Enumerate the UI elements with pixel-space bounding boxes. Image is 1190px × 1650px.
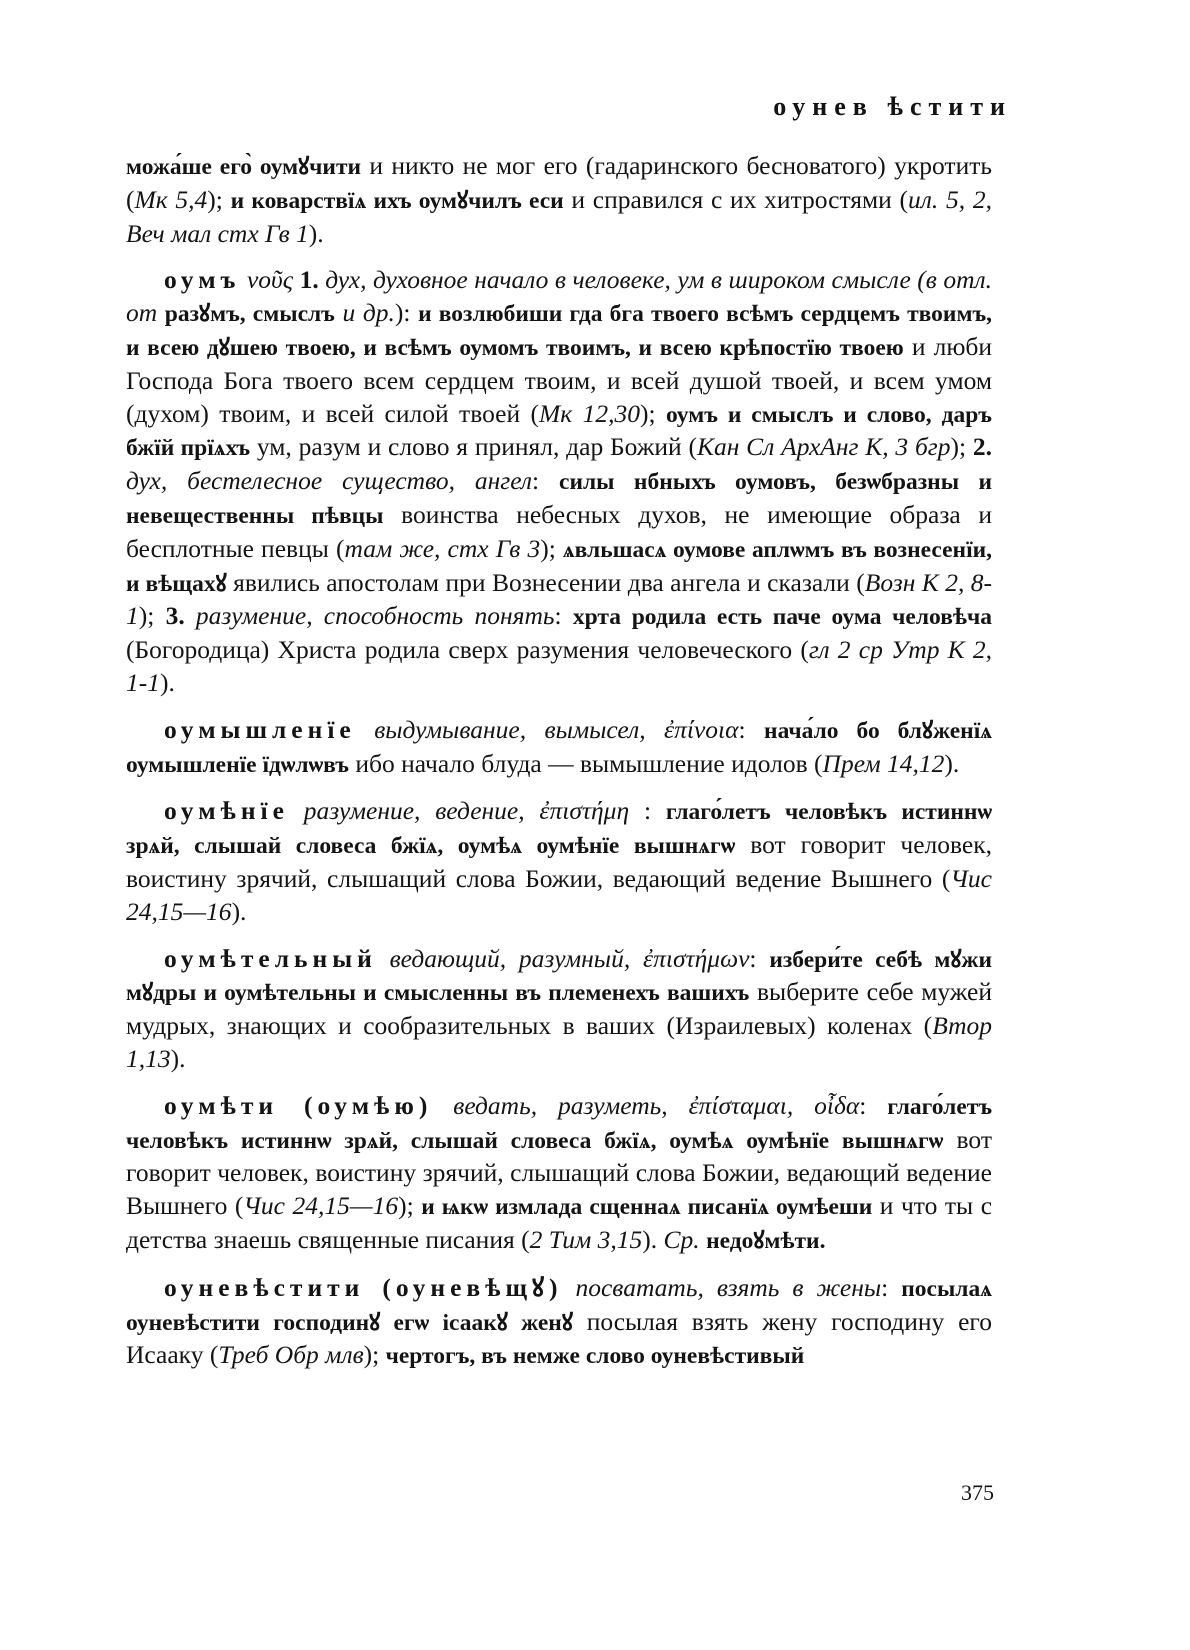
gloss-text: (Богородица) Христа родила сверх разумения человеческого (	[126, 635, 809, 665]
italic-text: Мк 5,4	[134, 184, 208, 214]
italic-text: там же, стх Гв 3	[344, 533, 541, 563]
italic-text: ведать, разуметь,	[453, 1090, 668, 1120]
italic-text: ил. 5, 2, Веч мал стх Гв 1	[126, 184, 992, 248]
italic-text: Мк 12,30	[539, 398, 640, 428]
gloss-text	[335, 298, 343, 327]
gloss-text: :	[881, 1272, 902, 1302]
gloss-text: вот говорит человек, воистину зрячий, слышащий слова Божии, ведающий ведение Вышнего (	[126, 1124, 992, 1221]
church-slavonic-quote: недоꙋмѣти.	[706, 1227, 826, 1254]
gloss-text: :	[554, 601, 573, 631]
headword: оумышленїе	[164, 714, 356, 744]
gloss-text	[289, 796, 304, 825]
italic-text: Возн К 2, 8-1	[126, 567, 993, 631]
gloss-text: );	[207, 184, 231, 214]
gloss-text: ум, разум и слово я принял, дар Божий (	[250, 432, 698, 462]
church-slavonic-quote: можа́ше его̀ оумꙋчити	[126, 154, 362, 180]
gloss-text: :	[738, 714, 765, 744]
sense-number: 3.	[165, 601, 185, 631]
gloss-text	[377, 944, 390, 973]
dictionary-entry-oum	[126, 264, 992, 699]
gloss-text	[630, 944, 643, 973]
gloss-text: );	[950, 432, 973, 462]
gloss-text	[562, 1273, 575, 1302]
italic-text: выдумывание, вымысел,	[374, 714, 646, 744]
gloss-text: ибо начало блуда — вымышление идолов (	[348, 748, 823, 778]
church-slavonic-quote: хрта родила есть паче оума человѣча	[572, 604, 993, 631]
gloss-text: явились апостолам при Вознесении два ангела и сказали (	[226, 567, 865, 597]
italic-text: разумение, способность понять	[195, 601, 555, 631]
church-slavonic-quote: и возлюбиши гда бга твоего всѣмъ сердцемъ твоимъ, и всею дꙋшею твоею, и всѣмъ оумомъ твоимъ, и всею крѣпостїю твоею	[126, 301, 993, 361]
church-slavonic-quote: оумъ и смыслъ и слово, даръ бжїй прїѧхъ	[126, 401, 992, 462]
church-slavonic-quote: разꙋмъ, смыслъ	[164, 301, 335, 328]
gloss-text	[646, 715, 664, 744]
running-head: оунев ѣстити	[773, 92, 1012, 121]
gloss-text	[432, 1091, 453, 1120]
dictionary-entry-oumyshlenie	[126, 714, 992, 782]
gloss-text: :	[532, 466, 560, 496]
dictionary-entry-oumetelnyi	[126, 943, 992, 1076]
italic-text: Кан Сл АрхАнг К, 3 бгр	[697, 432, 951, 462]
gloss-text: :	[859, 1090, 888, 1120]
gloss-text: воинства небесных духов, не имеющие образа и бесплотные певцы (	[126, 499, 992, 563]
headword: оумъ	[164, 265, 241, 295]
gloss-text: );	[540, 533, 563, 563]
gloss-text: посылая взять жену господину его Исааку (	[126, 1306, 992, 1370]
italic-text: Втор 1,13	[126, 1011, 992, 1073]
dictionary-entry-oumeti	[126, 1090, 992, 1258]
gloss-text: );	[363, 1340, 386, 1370]
gloss-text: :	[749, 943, 770, 973]
church-slavonic-quote: силы нбныхъ оумовъ, безѡбразны и невещественны пѣвцы	[126, 469, 992, 529]
greek-equivalent: ἐπίνοια	[664, 714, 739, 744]
greek-equivalent: ἐπιστήμη	[539, 796, 630, 826]
greek-equivalent: ἐπιστήμων	[643, 943, 750, 973]
gloss-text	[525, 796, 540, 825]
italic-text: Прем 14,12	[822, 748, 945, 778]
dictionary-entry-ounevestiti	[126, 1272, 992, 1373]
church-slavonic-quote: ѧвльшасѧ оумове аплѡмъ въ вознесенїи, и вѣщахꙋ	[126, 536, 993, 597]
gloss-text	[356, 715, 374, 744]
italic-text: ведающий, разумный,	[389, 943, 631, 973]
church-slavonic-quote: нача́ло бо блꙋженїѧ оумышленїе їдѡлѡвъ	[126, 717, 992, 778]
gloss-text: ).	[231, 896, 247, 926]
gloss-text: и люби Господа Бога твоего всем сердцем твоим, и всей душой твоей, и всем умом (духом) твоим, и всей силой твоей (	[126, 331, 992, 428]
gloss-text: ):	[394, 298, 419, 328]
church-slavonic-quote: избери́те себѣ мꙋжи мꙋдры и оумѣтельны и смысленны въ племенехъ вашихъ	[126, 946, 992, 1007]
church-slavonic-quote: и ѩкѡ измлада сщеннаѧ писанїѧ оумѣеши	[421, 1194, 873, 1221]
page-number: 375	[961, 1480, 994, 1505]
italic-text: дух, бестелесное существо, ангел	[126, 466, 533, 496]
gloss-text: выберите себе мужей мудрых, знающих и сообразительных в ваших (Израилевых) коленах (	[126, 977, 992, 1041]
gloss-text: и никто не мог его (гадаринского бесноватого) укротить (	[126, 151, 992, 214]
gloss-text	[185, 601, 196, 630]
gloss-text: и что ты с детства знаешь священные писания (	[126, 1191, 993, 1254]
italic-text: Треб Обр млв	[218, 1340, 364, 1370]
gloss-text: );	[138, 601, 166, 631]
greek-equivalent: νοῦς	[246, 265, 294, 295]
gloss-text: ).	[944, 748, 960, 778]
church-slavonic-quote: и коварствїѧ ихъ оумꙋчилъ еси	[230, 187, 564, 214]
italic-text: 2 Тим 3,15	[529, 1224, 643, 1254]
headword: оумѣти (оумѣю)	[164, 1090, 433, 1120]
dictionary-entry-oumenie	[126, 795, 992, 928]
gloss-text: ).	[642, 1224, 664, 1254]
headword: оуневѣстити (оуневѣщꙋ)	[164, 1272, 563, 1302]
church-slavonic-quote: глаго́летъ человѣкъ истиннѡ зрѧй, слышай словеса бжїѧ, оумѣѧ оумѣнїе вышнѧгѡ	[126, 799, 992, 860]
greek-equivalent: ἐπίσταμαι, οἶδα	[688, 1090, 860, 1120]
italic-text: разумение, ведение,	[303, 796, 525, 826]
italic-text: посватать, взять в жены	[575, 1272, 882, 1302]
gloss-text: );	[398, 1191, 422, 1221]
gloss-text	[668, 1091, 689, 1120]
headword: оумѣнїе	[164, 796, 289, 826]
gloss-text: ).	[160, 667, 175, 697]
gloss-text: вот говорит человек, воистину зрячий, слышащий слова Божии, ведающий ведение Вышнего (	[126, 830, 992, 893]
italic-text: Чис 24,15—16	[126, 863, 992, 926]
italic-text: гл 2 ср Утр К 2, 1-1	[126, 635, 992, 697]
dictionary-text	[126, 150, 992, 1373]
sense-number: 2.	[972, 432, 993, 462]
gloss-text: ).	[170, 1043, 186, 1073]
gloss-text: ).	[308, 218, 324, 248]
gloss-text: и справился с их хитростями (	[563, 184, 909, 214]
gloss-text	[157, 298, 165, 327]
gloss-text: :	[629, 796, 666, 826]
church-slavonic-quote: глаго́летъ человѣкъ истиннѡ зрѧй, слышай словеса бжїѧ, оумѣѧ оумѣнїе вышнѧгѡ	[126, 1093, 993, 1154]
italic-text: Чис 24,15—16	[243, 1191, 399, 1221]
church-slavonic-quote: чертогъ, въ немже слово оуневѣстивый	[385, 1343, 805, 1370]
sense-number: 1.	[299, 265, 319, 295]
italic-text: и др.	[342, 298, 395, 328]
italic-text: Ср.	[663, 1224, 700, 1254]
headword: оумѣтельный	[164, 943, 377, 973]
entry-continuation	[126, 150, 992, 250]
church-slavonic-quote: посылаѧ оуневѣстити господинꙋ егѡ ісаакꙋ женꙋ	[126, 1275, 992, 1336]
italic-text: дух, духовное начало в человеке, ум в широком смысле (в отл. от	[126, 265, 993, 328]
gloss-text: );	[639, 398, 666, 428]
